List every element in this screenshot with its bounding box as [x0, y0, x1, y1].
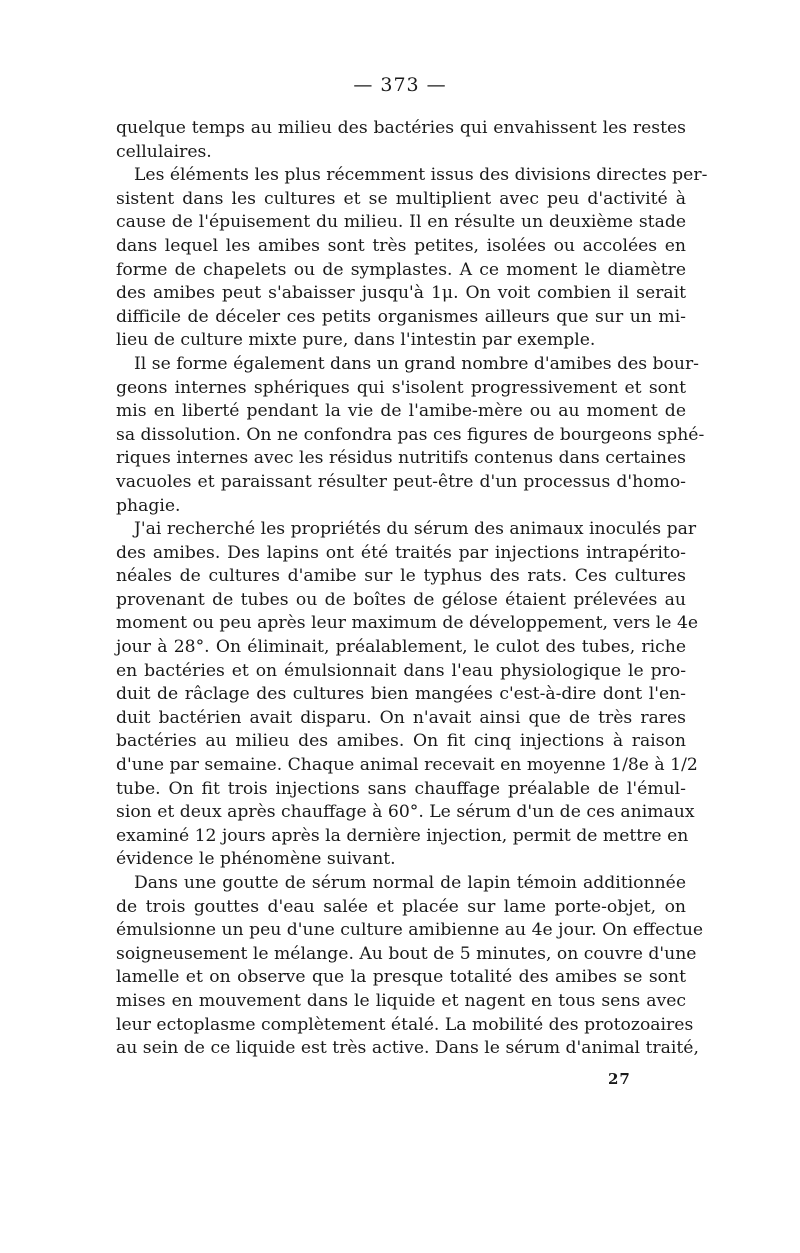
text-line: sistent dans les cultures et se multiplient avec peu d'activité à [116, 188, 686, 209]
text-line: forme de chapelets ou de symplastes. A ce moment le diamètre [116, 259, 686, 280]
text-line: geons internes sphériques qui s'isolent progressivement et sont [116, 377, 686, 398]
text-line: mises en mouvement dans le liquide et nagent en tous sens avec [116, 990, 686, 1011]
text-line: vacuoles et paraissant résulter peut-être d'un processus d'homo- [116, 471, 686, 492]
text-line: sion et deux après chauffage à 60°. Le sérum d'un de ces animaux [116, 802, 695, 823]
text-line: cellulaires. [116, 141, 212, 162]
text-line: examiné 12 jours après la dernière injection, permit de mettre en [116, 825, 689, 846]
paragraph-1 [116, 117, 686, 164]
text-line: Les éléments les plus récemment issus des divisions directes per- [134, 165, 708, 186]
signature-mark: 27 [608, 1070, 631, 1088]
paragraph-4 [116, 518, 699, 872]
text-line: lieu de culture mixte pure, dans l'intestin par exemple. [116, 330, 596, 351]
text-line: dans lequel les amibes sont très petites, isolées ou accolées en [116, 235, 686, 256]
text-line: moment ou peu après leur maximum de développement, vers le 4e [116, 613, 699, 634]
text-line: cause de l'épuisement du milieu. Il en résulte un deuxième stade [116, 212, 686, 233]
text-line: phagie. [116, 495, 181, 516]
body-text [116, 117, 708, 1061]
text-line: soigneusement le mélange. Au bout de 5 minutes, on couvre d'une [116, 943, 697, 964]
text-line: Dans une goutte de sérum normal de lapin témoin additionnée [134, 873, 686, 893]
text-line: tube. On fit trois injections sans chauffage préalable de l'émul- [116, 778, 686, 799]
text-line: duit de râclage des cultures bien mangées c'est-à-dire dont l'en- [116, 684, 686, 705]
text-line: au sein de ce liquide est très active. Dans le sérum d'animal traité, [116, 1038, 699, 1059]
text-line: néales de cultures d'amibe sur le typhus des rats. Ces cultures [116, 566, 686, 587]
text-line: de trois gouttes d'eau salée et placée sur lame porte-objet, on [116, 896, 686, 917]
text-line: provenant de tubes ou de boîtes de gélose étaient prélevées au [116, 589, 686, 610]
text-line: sa dissolution. On ne confondra pas ces figures de bourgeons sphé- [116, 424, 705, 445]
text-line: Il se forme également dans un grand nombre d'amibes des bour- [134, 353, 699, 374]
text-line: leur ectoplasme complètement étalé. La mobilité des protozoaires [116, 1014, 694, 1035]
text-line: des amibes. Des lapins ont été traités par injections intrapérito- [116, 542, 686, 563]
page-number: — 373 — [353, 74, 447, 96]
text-line: quelque temps au milieu des bactéries qui envahissent les restes [116, 118, 686, 138]
text-line: en bactéries et on émulsionnait dans l'eau physiologique le pro- [116, 660, 686, 681]
paragraph-2 [116, 164, 708, 353]
text-line: difficile de déceler ces petits organismes ailleurs que sur un mi- [116, 306, 686, 327]
text-line: riques internes avec les résidus nutritifs contenus dans certaines [116, 448, 686, 469]
text-line: mis en liberté pendant la vie de l'amibe-mère ou au moment de [116, 401, 686, 422]
text-line: bactéries au milieu des amibes. On fit cinq injections à raison [116, 731, 686, 752]
text-line: jour à 28°. On éliminait, préalablement, le culot des tubes, riche [116, 637, 686, 658]
text-line: émulsionne un peu d'une culture amibienne au 4e jour. On effectue [116, 920, 704, 941]
text-line: lamelle et on observe que la presque totalité des amibes se sont [116, 967, 686, 988]
text-line: d'une par semaine. Chaque animal recevait en moyenne 1/8e à 1/2 [116, 755, 698, 776]
paragraph-3 [116, 353, 705, 518]
text-line: évidence le phénomène suivant. [116, 849, 396, 870]
text-line: J'ai recherché les propriétés du sérum des animaux inoculés par [134, 519, 697, 540]
text-line: des amibes peut s'abaisser jusqu'à 1μ. On voit combien il serait [116, 283, 686, 304]
paragraph-5 [116, 872, 704, 1061]
text-line: duit bactérien avait disparu. On n'avait ainsi que de très rares [116, 707, 686, 728]
